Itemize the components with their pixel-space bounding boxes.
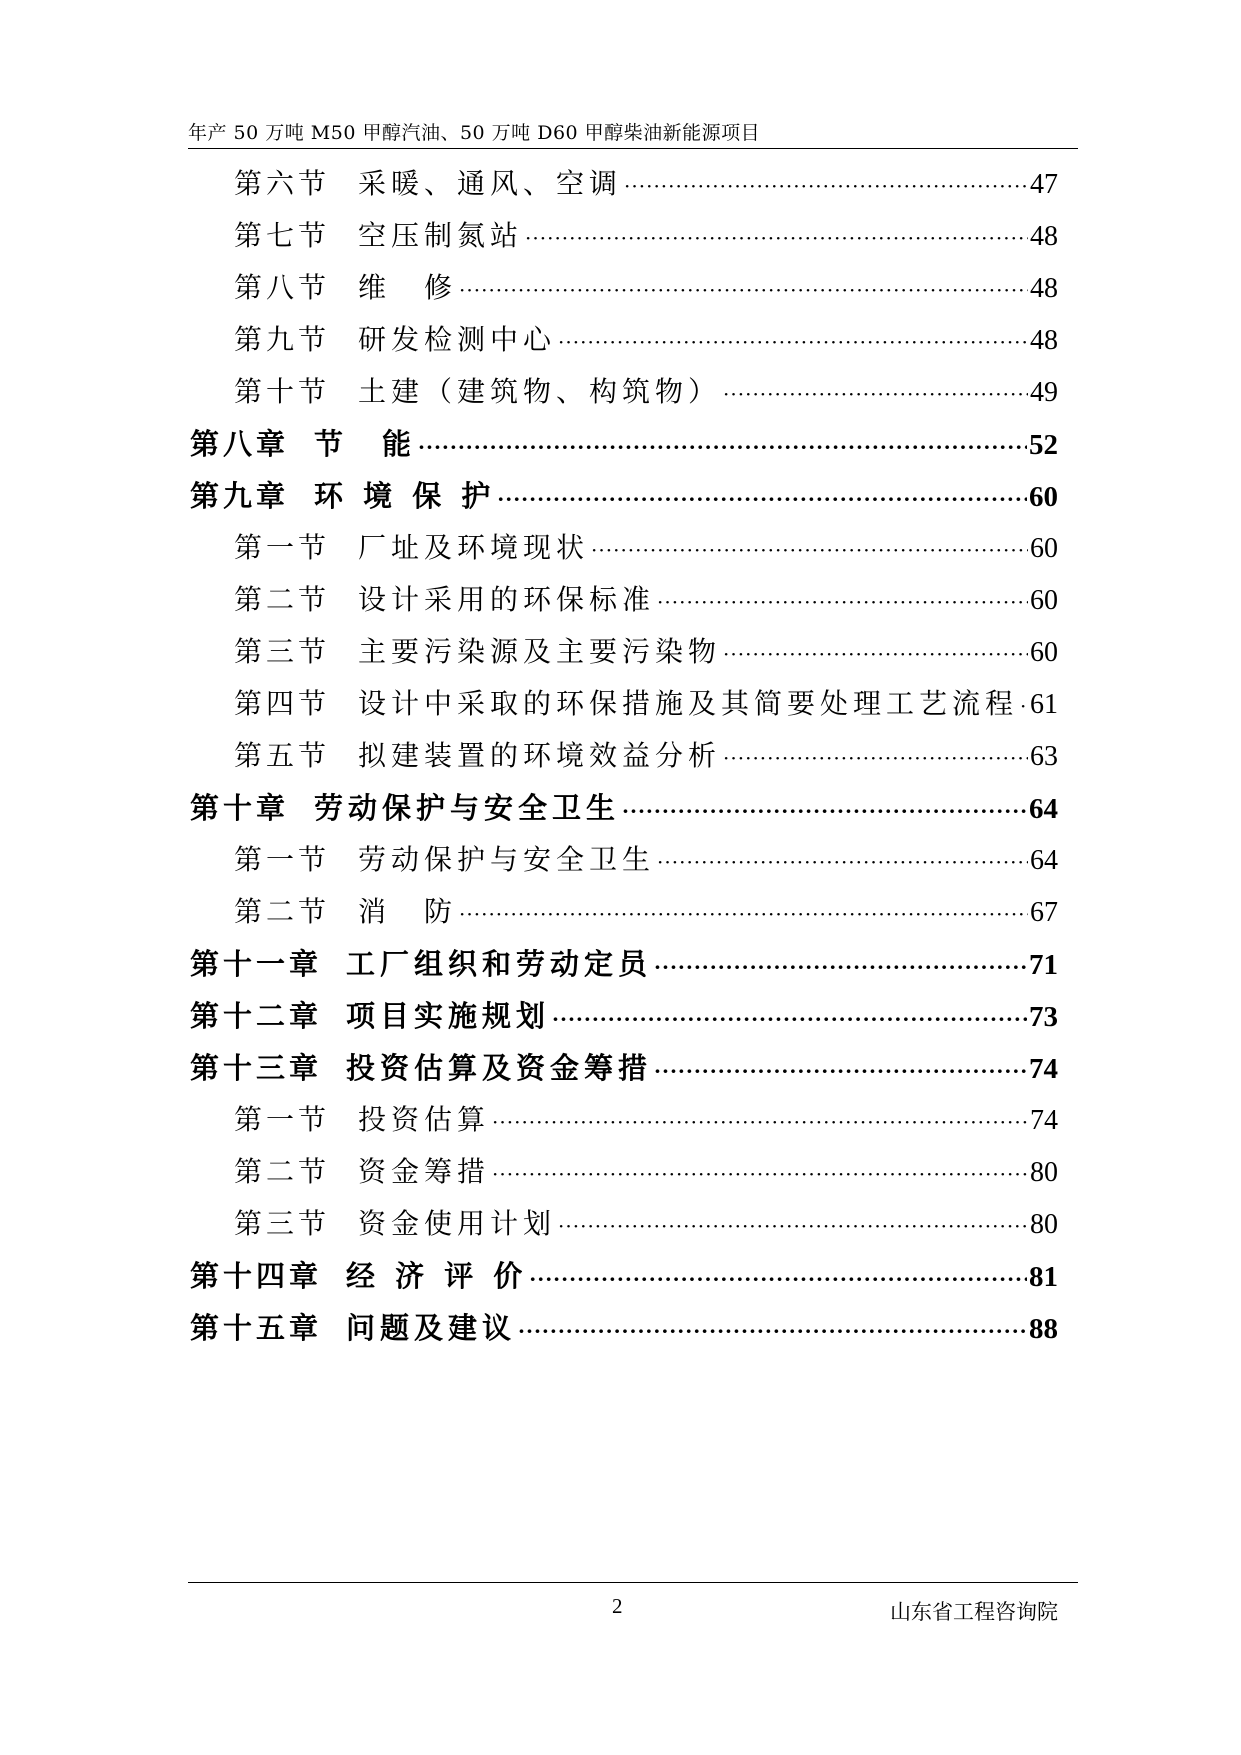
toc-entry-title: 投资估算 <box>358 1103 491 1136</box>
toc-entry-title: 消 防 <box>358 895 458 928</box>
toc-dot-leader <box>723 642 1028 666</box>
toc-entry-title: 主要污染源及主要污染物 <box>358 635 722 668</box>
toc-entry-number: 第三节 <box>234 1207 331 1240</box>
toc-entry-number: 第十节 <box>234 375 331 408</box>
toc-entry-page: 60 <box>1030 637 1058 668</box>
toc-dot-leader <box>492 1110 1028 1134</box>
page-number: 2 <box>612 1594 623 1618</box>
toc-dot-leader <box>654 1059 1027 1083</box>
toc-chapter-entry[interactable] <box>190 786 1058 838</box>
toc-section-entry[interactable] <box>190 370 1058 422</box>
toc-entry-title: 资金筹措 <box>358 1155 491 1188</box>
toc-entry-page: 60 <box>1030 585 1058 616</box>
toc-entry-number: 第二节 <box>234 1155 331 1188</box>
toc-section-entry[interactable] <box>190 526 1058 578</box>
toc-chapter-entry[interactable] <box>190 422 1058 474</box>
toc-dot-leader <box>492 1162 1028 1186</box>
toc-section-entry[interactable] <box>190 214 1058 266</box>
toc-entry-title: 厂址及环境现状 <box>358 531 590 564</box>
toc-entry-number: 第八节 <box>234 271 331 304</box>
toc-entry-page: 64 <box>1030 845 1058 876</box>
toc-entry-page: 61 <box>1030 689 1058 720</box>
toc-entry-title: 维 修 <box>358 271 458 304</box>
toc-entry-number: 第三节 <box>234 635 331 668</box>
toc-entry-page: 88 <box>1029 1313 1058 1345</box>
toc-entry-number: 第十二章 <box>190 999 323 1033</box>
toc-entry-title: 节 能 <box>314 427 417 461</box>
toc-entry-page: 48 <box>1030 273 1058 304</box>
header-divider <box>188 148 1078 149</box>
toc-entry-title: 环 境 保 护 <box>314 479 496 513</box>
toc-chapter-entry[interactable] <box>190 1254 1058 1306</box>
toc-entry-number: 第一节 <box>234 843 331 876</box>
toc-dot-leader <box>529 1267 1027 1291</box>
toc-entry-page: 67 <box>1030 897 1058 928</box>
toc-entry-title: 采暖、通风、空调 <box>358 167 623 200</box>
toc-section-entry[interactable] <box>190 1150 1058 1202</box>
toc-section-entry[interactable] <box>190 266 1058 318</box>
toc-entry-title: 设计采用的环保标准 <box>358 583 656 616</box>
toc-dot-leader <box>558 1214 1028 1238</box>
toc-entry-title: 投资估算及资金筹措 <box>346 1051 653 1085</box>
toc-entry-page: 71 <box>1029 949 1058 981</box>
toc-section-entry[interactable] <box>190 682 1058 734</box>
toc-entry-title: 土建（建筑物、构筑物） <box>358 375 722 408</box>
toc-entry-title: 研发检测中心 <box>358 323 557 356</box>
toc-entry-number: 第四节 <box>234 687 331 720</box>
toc-section-entry[interactable] <box>190 890 1058 942</box>
toc-chapter-entry[interactable] <box>190 1306 1058 1358</box>
toc-chapter-entry[interactable] <box>190 942 1058 994</box>
toc-dot-leader <box>654 955 1027 979</box>
toc-entry-title: 劳动保护与安全卫生 <box>314 791 621 825</box>
toc-chapter-entry[interactable] <box>190 1046 1058 1098</box>
toc-entry-number: 第九节 <box>234 323 331 356</box>
toc-entry-number: 第六节 <box>234 167 331 200</box>
toc-entry-number: 第九章 <box>190 479 290 513</box>
footer-organization: 山东省工程咨询院 <box>890 1600 1058 1624</box>
toc-entry-title: 工厂组织和劳动定员 <box>346 947 653 981</box>
toc-chapter-entry[interactable] <box>190 994 1058 1046</box>
toc-dot-leader <box>518 1319 1027 1343</box>
toc-dot-leader <box>418 435 1027 459</box>
toc-entry-number: 第十一章 <box>190 947 323 981</box>
toc-dot-leader <box>657 590 1028 614</box>
running-header: 年产 50 万吨 M50 甲醇汽油、50 万吨 D60 甲醇柴油新能源项目 <box>188 122 761 144</box>
toc-entry-page: 48 <box>1030 325 1058 356</box>
toc-section-entry[interactable] <box>190 734 1058 786</box>
toc-entry-title: 空压制氮站 <box>358 219 524 252</box>
toc-entry-title: 经 济 评 价 <box>346 1259 528 1293</box>
toc-entry-page: 81 <box>1029 1261 1058 1293</box>
toc-entry-page: 63 <box>1030 741 1058 772</box>
toc-entry-page: 49 <box>1030 377 1058 408</box>
toc-entry-title: 资金使用计划 <box>358 1207 557 1240</box>
toc-dot-leader <box>497 487 1027 511</box>
toc-section-entry[interactable] <box>190 838 1058 890</box>
toc-section-entry[interactable] <box>190 1202 1058 1254</box>
toc-entry-page: 60 <box>1030 533 1058 564</box>
toc-dot-leader <box>622 799 1027 823</box>
toc-entry-page: 60 <box>1029 481 1058 513</box>
toc-entry-page: 48 <box>1030 221 1058 252</box>
toc-entry-number: 第十三章 <box>190 1051 323 1085</box>
toc-dot-leader <box>525 226 1028 250</box>
toc-dot-leader <box>624 174 1028 198</box>
toc-entry-title: 劳动保护与安全卫生 <box>358 843 656 876</box>
toc-entry-number: 第五节 <box>234 739 331 772</box>
toc-entry-title: 设计中采取的环保措施及其简要处理工艺流程 <box>358 687 1019 720</box>
toc-dot-leader <box>657 850 1028 874</box>
toc-entry-page: 80 <box>1030 1157 1058 1188</box>
toc-entry-number: 第八章 <box>190 427 290 461</box>
toc-chapter-entry[interactable] <box>190 474 1058 526</box>
toc-entry-number: 第十章 <box>190 791 290 825</box>
toc-entry-number: 第七节 <box>234 219 331 252</box>
toc-entry-page: 47 <box>1030 169 1058 200</box>
toc-entry-number: 第十五章 <box>190 1311 323 1345</box>
toc-entry-number: 第二节 <box>234 895 331 928</box>
toc-dot-leader <box>591 538 1028 562</box>
toc-entry-number: 第一节 <box>234 1103 331 1136</box>
toc-entry-title: 问题及建议 <box>346 1311 517 1345</box>
toc-section-entry[interactable] <box>190 162 1058 214</box>
toc-dot-leader <box>723 746 1028 770</box>
toc-dot-leader <box>552 1007 1027 1031</box>
toc-dot-leader <box>723 382 1028 406</box>
toc-dot-leader <box>558 330 1028 354</box>
toc-entry-number: 第二节 <box>234 583 331 616</box>
toc-entry-number: 第十四章 <box>190 1259 323 1293</box>
table-of-contents <box>190 162 1058 1358</box>
toc-entry-title: 拟建装置的环境效益分析 <box>358 739 722 772</box>
toc-section-entry[interactable] <box>190 318 1058 370</box>
toc-dot-leader <box>1020 694 1028 718</box>
toc-entry-page: 73 <box>1029 1001 1058 1033</box>
toc-entry-page: 52 <box>1029 429 1058 461</box>
toc-entry-page: 80 <box>1030 1209 1058 1240</box>
toc-section-entry[interactable] <box>190 578 1058 630</box>
toc-entry-number: 第一节 <box>234 531 331 564</box>
toc-entry-page: 74 <box>1030 1105 1058 1136</box>
toc-section-entry[interactable] <box>190 1098 1058 1150</box>
toc-entry-page: 74 <box>1029 1053 1058 1085</box>
toc-dot-leader <box>459 902 1028 926</box>
toc-entry-page: 64 <box>1029 793 1058 825</box>
toc-dot-leader <box>459 278 1028 302</box>
toc-section-entry[interactable] <box>190 630 1058 682</box>
footer-divider <box>188 1582 1078 1583</box>
toc-entry-title: 项目实施规划 <box>346 999 551 1033</box>
